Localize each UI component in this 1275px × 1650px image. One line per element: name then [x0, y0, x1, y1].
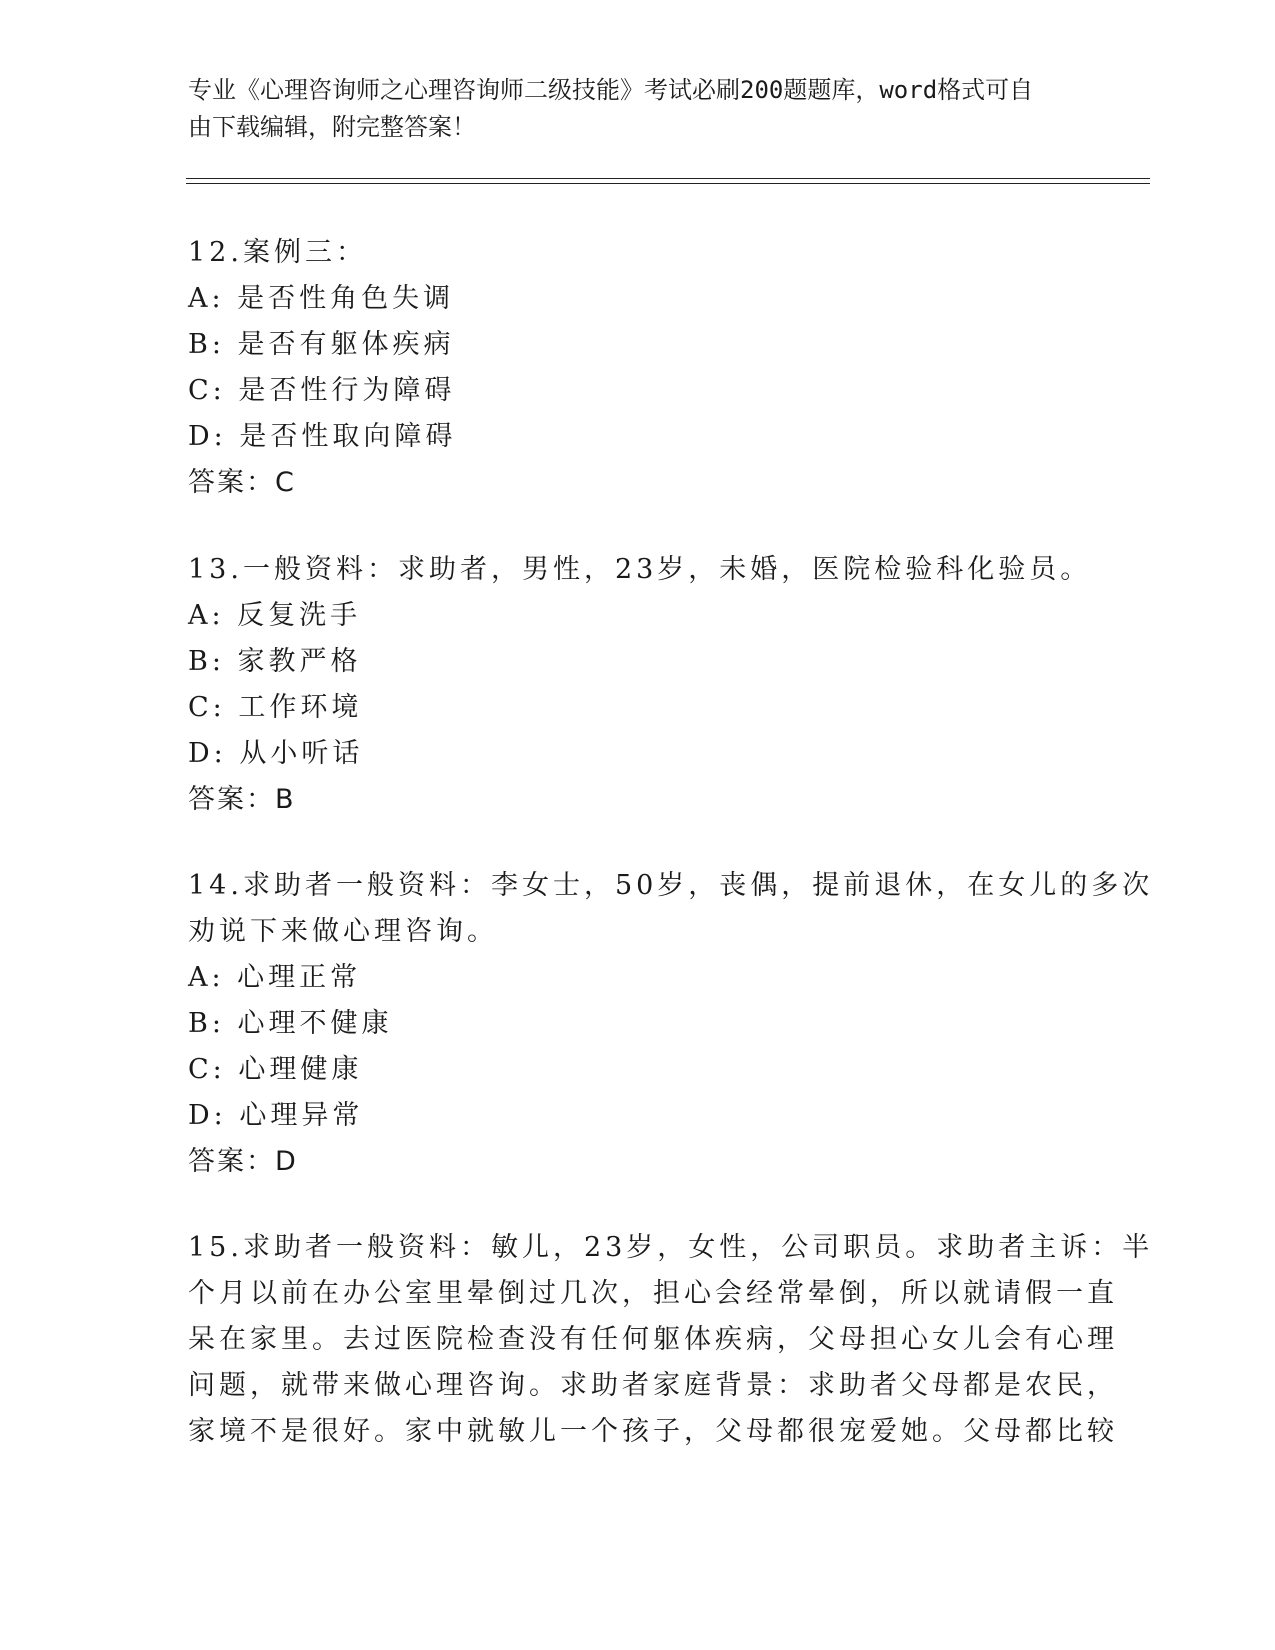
header-line-1: 专业《心理咨询师之心理咨询师二级技能》考试必刷200题题库，word格式可自	[188, 76, 1034, 104]
answer: 答案：D	[188, 1146, 298, 1177]
question-stem-line-1: 15.求助者一般资料：敏儿，23岁，女性，公司职员。求助者主诉：半	[188, 1232, 1154, 1263]
document-header	[188, 72, 1068, 146]
option-c: C: 工作环境	[188, 692, 363, 723]
header-line-2: 由下载编辑，附完整答案！	[188, 113, 476, 141]
option-d: D: 是否性取向障碍	[188, 421, 457, 452]
question-14	[188, 863, 1154, 1185]
answer: 答案：B	[188, 784, 296, 815]
header-divider-bottom	[186, 183, 1150, 184]
option-b: B: 心理不健康	[188, 1008, 393, 1039]
option-a: A: 心理正常	[188, 962, 362, 993]
question-stem-line-3: 呆在家里。去过医院检查没有任何躯体疾病，父母担心女儿会有心理	[188, 1324, 1118, 1355]
option-a: A: 是否性角色失调	[188, 283, 455, 314]
option-a: A: 反复洗手	[188, 600, 362, 631]
option-d: D: 从小听话	[188, 738, 364, 769]
question-13	[188, 547, 1092, 823]
option-c: C: 心理健康	[188, 1054, 363, 1085]
question-stem-line-1: 14.求助者一般资料：李女士，50岁，丧偶，提前退休，在女儿的多次	[188, 870, 1154, 901]
option-c: C: 是否性行为障碍	[188, 375, 456, 406]
question-stem-line-2: 劝说下来做心理咨询。	[188, 916, 498, 947]
question-stem-line-2: 个月以前在办公室里晕倒过几次，担心会经常晕倒，所以就请假一直	[188, 1278, 1118, 1309]
question-stem-line-5: 家境不是很好。家中就敏儿一个孩子，父母都很宠爱她。父母都比较	[188, 1416, 1118, 1447]
question-stem-line-4: 问题，就带来做心理咨询。求助者家庭背景：求助者父母都是农民，	[188, 1370, 1118, 1401]
header-divider-top	[186, 178, 1150, 179]
option-d: D: 心理异常	[188, 1100, 364, 1131]
question-12	[188, 230, 1088, 506]
option-b: B: 家教严格	[188, 646, 362, 677]
option-b: B: 是否有躯体疾病	[188, 329, 455, 360]
answer: 答案：C	[188, 467, 296, 498]
question-stem: 13.一般资料：求助者，男性，23岁，未婚，医院检验科化验员。	[188, 554, 1092, 585]
question-stem: 12.案例三：	[188, 237, 367, 268]
question-15	[188, 1225, 1154, 1455]
